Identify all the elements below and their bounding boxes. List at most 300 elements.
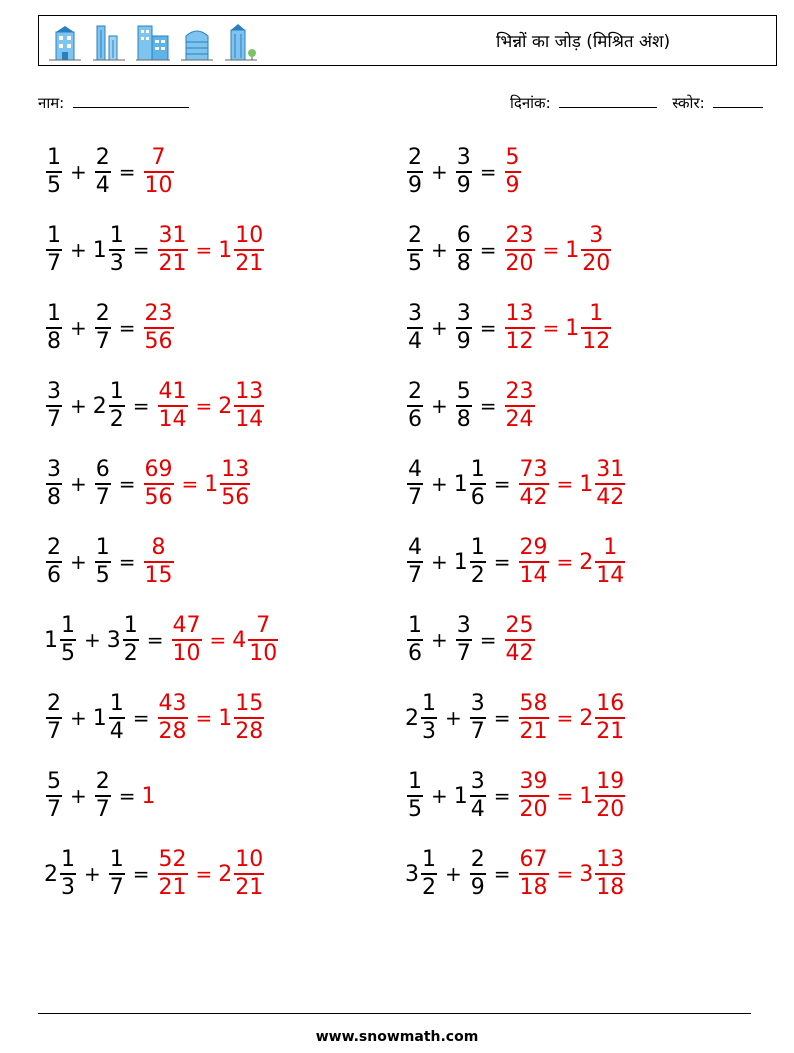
addend-denominator: 7 [408,484,422,510]
addend-term [405,147,425,197]
addend-term [405,225,425,275]
problem-18 [405,766,627,826]
addend-numerator: 4 [408,535,422,561]
plus-sign: + [84,862,101,886]
plus-sign: + [431,472,448,496]
answer-term [218,849,266,899]
equals-sign: = [195,706,213,730]
problem-12 [405,532,627,592]
plus-sign: + [431,550,448,574]
answer-term [579,849,627,899]
answer-denominator: 42 [519,484,548,510]
addend-term [468,849,488,899]
addend-fraction [46,381,62,431]
answer [517,459,628,509]
addend-term [454,147,474,197]
answer-denominator: 20 [582,250,611,276]
addend-numerator: 1 [95,535,110,561]
addend-fraction [407,459,423,509]
addend-whole: 3 [106,627,121,653]
answer-term [204,459,252,509]
answer-term [142,459,176,509]
equals-sign: = [493,784,511,808]
addend-numerator: 1 [47,223,61,249]
addend-denominator: 7 [408,562,422,588]
answer-numerator: 10 [235,223,264,249]
addend-fraction [470,459,486,509]
addend-numerator: 1 [47,145,61,171]
addend-term [44,459,64,509]
answer-whole: 2 [579,705,594,731]
answer-fraction [234,381,264,431]
equals-sign: = [493,472,511,496]
addend-term [44,225,64,275]
answer [503,147,523,197]
addend-whole: 1 [92,705,107,731]
addend-term [107,849,127,899]
addend-denominator: 8 [47,328,61,354]
answer-numerator: 1 [589,301,604,327]
answer-term [503,225,537,275]
problem-2 [405,142,523,202]
answer-fraction [144,303,174,353]
addend-denominator: 5 [408,796,422,822]
answer-denominator: 56 [221,484,250,510]
addend-numerator: 1 [470,457,485,483]
answer-whole: 1 [579,471,594,497]
addend-fraction [456,225,472,275]
answer-numerator: 29 [519,535,548,561]
answer-term [517,849,551,899]
answer-term [142,784,156,809]
addend-denominator: 3 [61,874,75,900]
addend-denominator: 7 [95,796,110,822]
answer [517,693,628,743]
addend-fraction [456,381,472,431]
date-label: दिनांक: [510,94,551,112]
addend-fraction [60,849,76,899]
equals-sign: = [118,316,136,340]
equals-sign: = [118,160,136,184]
answer-denominator: 18 [519,874,548,900]
answer-numerator: 41 [158,379,187,405]
addend-fraction [407,381,423,431]
addend-numerator: 2 [95,301,110,327]
answer-denominator: 14 [596,562,625,588]
answer [503,381,537,431]
problem-17 [44,766,156,826]
equals-sign: = [556,472,574,496]
answer-numerator: 19 [596,769,625,795]
problem-3 [44,220,266,280]
equals-sign: = [181,472,199,496]
addend-term [468,693,488,743]
addend-fraction [60,615,76,665]
answer-whole: 2 [579,549,594,575]
addend-whole: 1 [92,237,107,263]
addend-term [454,771,488,821]
addend-term [107,615,141,665]
answer-numerator: 16 [596,691,625,717]
answer [156,849,267,899]
addend-numerator: 2 [408,379,422,405]
addend-numerator: 3 [470,691,485,717]
answer-denominator: 24 [505,406,534,432]
answer-fraction [248,615,278,665]
answer-denominator: 21 [158,250,187,276]
score-blank [713,93,763,108]
addend-numerator: 3 [456,613,471,639]
answer-term [503,381,537,431]
addend-denominator: 7 [109,874,124,900]
answer-term [156,693,190,743]
answer-numerator: 13 [221,457,250,483]
addend-fraction [421,849,437,899]
addend-term [93,771,113,821]
addend-term [405,615,425,665]
plus-sign: + [70,238,87,262]
answer-denominator: 21 [235,250,264,276]
answer-fraction [234,693,264,743]
addend-numerator: 3 [456,301,471,327]
answer-numerator: 1 [603,535,618,561]
addend-fraction [470,771,486,821]
answer-term [218,225,266,275]
answer-whole: 1 [141,783,156,809]
addend-term [44,615,78,665]
answer-term [517,459,551,509]
plus-sign: + [431,160,448,184]
addend-numerator: 1 [109,223,124,249]
worksheet-title: भिन्नों का जोड़ (मिश्रित अंश) [496,32,671,52]
plus-sign: + [70,394,87,418]
answer-fraction [220,459,250,509]
answer-fraction [144,537,174,587]
addend-numerator: 1 [408,769,422,795]
answer [156,225,267,275]
addend-numerator: 1 [47,301,61,327]
problem-14 [405,610,537,670]
addend-term [405,693,439,743]
problem-11 [44,532,176,592]
addend-term [454,381,474,431]
addend-denominator: 6 [408,640,422,666]
answer-numerator: 5 [505,145,520,171]
answer-numerator: 31 [596,457,625,483]
addend-numerator: 6 [456,223,471,249]
plus-sign: + [431,316,448,340]
addend-whole: 1 [453,549,468,575]
equals-sign: = [542,238,560,262]
answer-term [156,381,190,431]
equals-sign: = [479,160,497,184]
answer-term [517,771,551,821]
addend-numerator: 6 [95,457,110,483]
answer-fraction [595,771,625,821]
answer-term [156,849,190,899]
addend-denominator: 9 [456,328,471,354]
equals-sign: = [556,784,574,808]
addend-fraction [109,225,125,275]
answer-term [579,537,627,587]
date-blank [559,93,657,108]
addend-fraction [46,303,62,353]
answer [156,693,267,743]
plus-sign: + [445,706,462,730]
addend-numerator: 3 [47,379,61,405]
plus-sign: + [431,394,448,418]
addend-fraction [95,537,111,587]
addend-term [454,615,474,665]
answer-whole: 3 [579,861,594,887]
addend-term [454,303,474,353]
addend-fraction [95,147,111,197]
answer-fraction [519,849,549,899]
equals-sign: = [195,862,213,886]
problem-10 [405,454,627,514]
plus-sign: + [431,784,448,808]
plus-sign: + [70,316,87,340]
answer-term [142,303,176,353]
addend-denominator: 6 [470,484,485,510]
answer-whole: 2 [218,861,233,887]
answer-denominator: 12 [505,328,534,354]
addend-fraction [46,225,62,275]
addend-term [93,381,127,431]
addend-denominator: 4 [95,172,110,198]
addend-term [44,849,78,899]
addend-fraction [46,771,62,821]
addend-term [454,459,488,509]
addend-term [44,303,64,353]
problem-4 [405,220,613,280]
answer-denominator: 15 [144,562,173,588]
answer-numerator: 8 [151,535,166,561]
equals-sign: = [118,472,136,496]
equals-sign: = [479,316,497,340]
answer-numerator: 23 [144,301,173,327]
score-label: स्कोर: [672,94,705,112]
addend-denominator: 5 [408,250,422,276]
building-icon-2 [91,22,127,62]
answer-term [503,303,537,353]
answer-fraction [505,147,521,197]
answer-term [579,459,627,509]
answer-fraction [519,693,549,743]
addend-term [405,459,425,509]
addend-fraction [456,615,472,665]
equals-sign: = [556,550,574,574]
problem-8 [405,376,537,436]
plus-sign: + [70,160,87,184]
addend-numerator: 1 [109,691,124,717]
addend-denominator: 4 [470,796,485,822]
answer-term [565,225,613,275]
logo-strip [47,22,259,62]
answer-fraction [158,693,188,743]
answer-term [517,537,551,587]
addend-denominator: 7 [95,328,110,354]
answer [517,771,628,821]
equals-sign: = [493,550,511,574]
addend-fraction [109,693,125,743]
equals-sign: = [556,862,574,886]
answer-numerator: 67 [519,847,548,873]
addend-denominator: 2 [422,874,436,900]
plus-sign: + [84,628,101,652]
equals-sign: = [493,862,511,886]
problem-1 [44,142,176,202]
building-icon-3 [135,22,171,62]
addend-fraction [95,771,111,821]
equals-sign: = [195,394,213,418]
answer-denominator: 21 [235,874,264,900]
addend-fraction [95,303,111,353]
addend-denominator: 9 [408,172,422,198]
answer-term [579,771,627,821]
addend-term [405,849,439,899]
answer-fraction [158,381,188,431]
answer-whole: 1 [218,237,233,263]
answer-fraction [234,225,264,275]
answer-whole: 1 [565,237,580,263]
addend-numerator: 2 [408,223,422,249]
answer-numerator: 7 [256,613,271,639]
addend-numerator: 2 [95,145,110,171]
addend-numerator: 1 [61,613,75,639]
answer-numerator: 43 [158,691,187,717]
answer-fraction [519,459,549,509]
addend-term [405,537,425,587]
addend-whole: 2 [44,861,58,887]
answer-fraction [144,147,174,197]
addend-term [93,537,113,587]
addend-fraction [407,615,423,665]
answer-denominator: 14 [158,406,187,432]
addend-denominator: 5 [95,562,110,588]
name-field [38,93,189,113]
addend-fraction [46,693,62,743]
addend-numerator: 4 [408,457,422,483]
addend-whole: 3 [405,861,419,887]
equals-sign: = [118,784,136,808]
addend-denominator: 7 [95,484,110,510]
addend-numerator: 1 [408,613,422,639]
addend-term [93,225,127,275]
answer-numerator: 58 [519,691,548,717]
addend-numerator: 5 [456,379,471,405]
answer-denominator: 42 [596,484,625,510]
answer-denominator: 18 [596,874,625,900]
answer-term [565,303,613,353]
addend-fraction [407,303,423,353]
addend-whole: 1 [453,783,468,809]
problem-5 [44,298,176,358]
addend-fraction [470,693,486,743]
answer [142,303,176,353]
answer-fraction [505,225,535,275]
answer-denominator: 28 [235,718,264,744]
addend-term [93,459,113,509]
answer [503,303,614,353]
answer-denominator: 21 [596,718,625,744]
equals-sign: = [542,316,560,340]
plus-sign: + [431,628,448,652]
plus-sign: + [445,862,462,886]
problem-9 [44,454,252,514]
answer-fraction [234,849,264,899]
answer-denominator: 56 [144,484,173,510]
addend-numerator: 2 [95,769,110,795]
footer-divider [38,1013,751,1014]
answer-numerator: 69 [144,457,173,483]
answer-fraction [144,459,174,509]
problem-13 [44,610,280,670]
addend-denominator: 2 [109,406,124,432]
answer-denominator: 28 [158,718,187,744]
answer-denominator: 42 [505,640,534,666]
addend-numerator: 1 [470,535,485,561]
addend-denominator: 8 [456,406,471,432]
equals-sign: = [493,706,511,730]
answer-numerator: 39 [519,769,548,795]
addend-numerator: 1 [422,847,436,873]
addend-numerator: 1 [422,691,436,717]
answer-whole: 1 [565,315,580,341]
answer-whole: 1 [204,471,219,497]
addend-fraction [456,303,472,353]
plus-sign: + [70,550,87,574]
answer [142,147,176,197]
addend-denominator: 2 [123,640,138,666]
addend-numerator: 2 [470,847,485,873]
addend-term [44,693,64,743]
equals-sign: = [118,550,136,574]
answer-numerator: 73 [519,457,548,483]
equals-sign: = [132,862,150,886]
addend-term [454,225,474,275]
addend-fraction [46,147,62,197]
equals-sign: = [209,628,227,652]
answer-whole: 1 [218,705,233,731]
equals-sign: = [195,238,213,262]
answer-term [142,147,176,197]
problem-6 [405,298,613,358]
addend-numerator: 1 [109,847,124,873]
answer-whole: 4 [232,627,247,653]
answer-whole: 1 [579,783,594,809]
building-icon-5 [223,22,259,62]
answer-fraction [519,771,549,821]
answer-term [517,693,551,743]
answer-fraction [172,615,202,665]
answer [503,225,614,275]
addend-denominator: 3 [422,718,436,744]
answer-fraction [595,849,625,899]
addend-whole: 1 [453,471,468,497]
answer-denominator: 9 [505,172,520,198]
addend-denominator: 5 [61,640,75,666]
answer-term [232,615,280,665]
answer-numerator: 23 [505,223,534,249]
addend-denominator: 6 [47,562,61,588]
problem-19 [44,844,266,904]
addend-fraction [421,693,437,743]
addend-numerator: 1 [123,613,138,639]
equals-sign: = [132,394,150,418]
addend-numerator: 2 [47,691,61,717]
addend-fraction [470,537,486,587]
